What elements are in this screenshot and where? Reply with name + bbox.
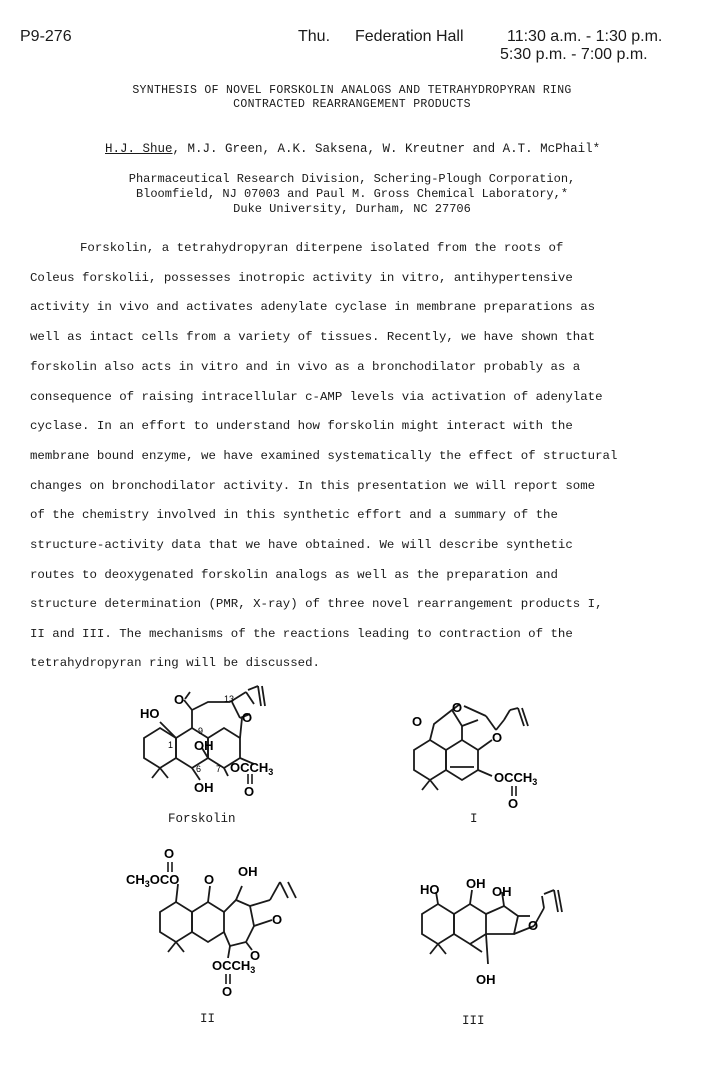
compound-one-o-1: O xyxy=(412,714,423,729)
body-line: tetrahydropyran ring will be discussed. xyxy=(30,656,320,670)
compound-two-keto-o-2: O xyxy=(250,948,261,963)
compound-one-o-3: O xyxy=(492,730,503,745)
body-line: well as intact cells from a variety of tissues. Recently, we have shown that xyxy=(30,330,596,344)
affiliation-line-3: Duke University, Durham, NC 27706 xyxy=(233,202,471,216)
compound-one-caption: I xyxy=(470,812,478,826)
compound-two-acetyl-left-o: O xyxy=(164,846,175,861)
compound-two-structure xyxy=(120,846,320,1006)
body-line: consequence of raising intracellular c-AMP levels via activation of adenylate xyxy=(30,390,603,404)
co-authors: , M.J. Green, A.K. Saksena, W. Kreutner and A.T. McPhail* xyxy=(172,142,601,156)
title-line-1: SYNTHESIS OF NOVEL FORSKOLIN ANALOGS AND TETRAHYDROPYRAN RING xyxy=(132,84,572,97)
compound-three-ho: HO xyxy=(420,882,440,897)
compound-two-keto-o: O xyxy=(204,872,215,887)
affiliation-line-1: Pharmaceutical Research Division, Schering-Plough Corporation, xyxy=(128,172,576,186)
compound-three-oh-bottom: OH xyxy=(476,972,496,987)
body-line: changes on bronchodilator activity. In this presentation we will report some xyxy=(30,479,596,493)
compound-three-caption: III xyxy=(462,1014,485,1028)
forskolin-ho-label: HO xyxy=(140,706,160,721)
forskolin-num-7: 7 xyxy=(216,764,222,774)
author-list xyxy=(105,142,600,156)
compound-three-ring-o: O xyxy=(528,918,539,933)
forskolin-num-1: 1 xyxy=(168,740,174,750)
body-line: cyclase. In an effort to understand how forskolin might interact with the xyxy=(30,419,573,433)
body-line: activity in vivo and activates adenylate cyclase in membrane preparations as xyxy=(30,300,596,314)
forskolin-oh-bottom: OH xyxy=(194,780,214,795)
body-line: membrane bound enzyme, we have examined systematically the effect of structural xyxy=(30,449,618,463)
forskolin-acetyl: $OCCH_3$ xyxy=(230,760,274,777)
compound-three-oh-1: OH xyxy=(466,876,486,891)
compound-two-oh: OH xyxy=(238,864,258,879)
compound-two-acetyl-bottom: $OCCH_3$ xyxy=(212,958,256,975)
forskolin-num-13: 13 xyxy=(224,694,235,704)
compound-two-caption: II xyxy=(200,1012,216,1026)
body-line: routes to deoxygenated forskolin analogs as well as the preparation and xyxy=(30,568,558,582)
body-line: of the chemistry involved in this synthetic effort and a summary of the xyxy=(30,508,558,522)
compound-one-o-2: O xyxy=(452,700,463,715)
forskolin-keto-o: O xyxy=(174,692,185,707)
compound-one-acetyl: $OCCH_3$ xyxy=(494,770,538,787)
compound-three-oh-2: OH xyxy=(492,884,512,899)
body-line: structure-activity data that we have obtained. We will describe synthetic xyxy=(30,538,573,552)
body-line: structure determination (PMR, X-ray) of three novel rearrangement products I, xyxy=(30,597,603,611)
compound-two-acetyl-bottom-o: O xyxy=(222,984,233,999)
body-line: Forskolin, a tetrahydropyran diterpene isolated from the roots of xyxy=(80,241,564,255)
forskolin-acetyl-o: O xyxy=(244,784,255,799)
forskolin-num-6: 6 xyxy=(196,764,202,774)
forskolin-caption: Forskolin xyxy=(168,812,236,826)
presenting-author: H.J. Shue xyxy=(105,142,173,156)
session-location: Federation Hall xyxy=(355,28,464,45)
body-line: forskolin also acts in vitro and in vivo as a bronchodilator probably as a xyxy=(30,360,581,374)
title-line-2: CONTRACTED REARRANGEMENT PRODUCTS xyxy=(233,98,471,111)
affiliation-line-2: Bloomfield, NJ 07003 and Paul M. Gross Chemical Laboratory,* xyxy=(135,187,569,201)
session-time-2: 5:30 p.m. - 7:00 p.m. xyxy=(500,46,648,63)
forskolin-ring-o: O xyxy=(242,710,253,725)
compound-two-ring-o: O xyxy=(272,912,283,927)
compound-one-acetyl-o: O xyxy=(508,796,519,811)
session-time-1: 11:30 a.m. - 1:30 p.m. xyxy=(507,28,663,45)
body-line: Coleus forskolii, possesses inotropic activity in vitro, antihypertensive xyxy=(30,271,573,285)
poster-code: P9-276 xyxy=(20,28,72,45)
forskolin-structure xyxy=(130,688,330,808)
compound-one-structure xyxy=(400,700,600,826)
forskolin-oh-mid: OH xyxy=(194,738,214,753)
forskolin-num-9: 9 xyxy=(198,726,204,736)
compound-three-structure xyxy=(410,872,610,992)
body-line: II and III. The mechanisms of the reactions leading to contraction of the xyxy=(30,627,573,641)
compound-two-acetyl-left: $CH_3OCO$ xyxy=(126,872,180,889)
session-day: Thu. xyxy=(298,28,331,45)
